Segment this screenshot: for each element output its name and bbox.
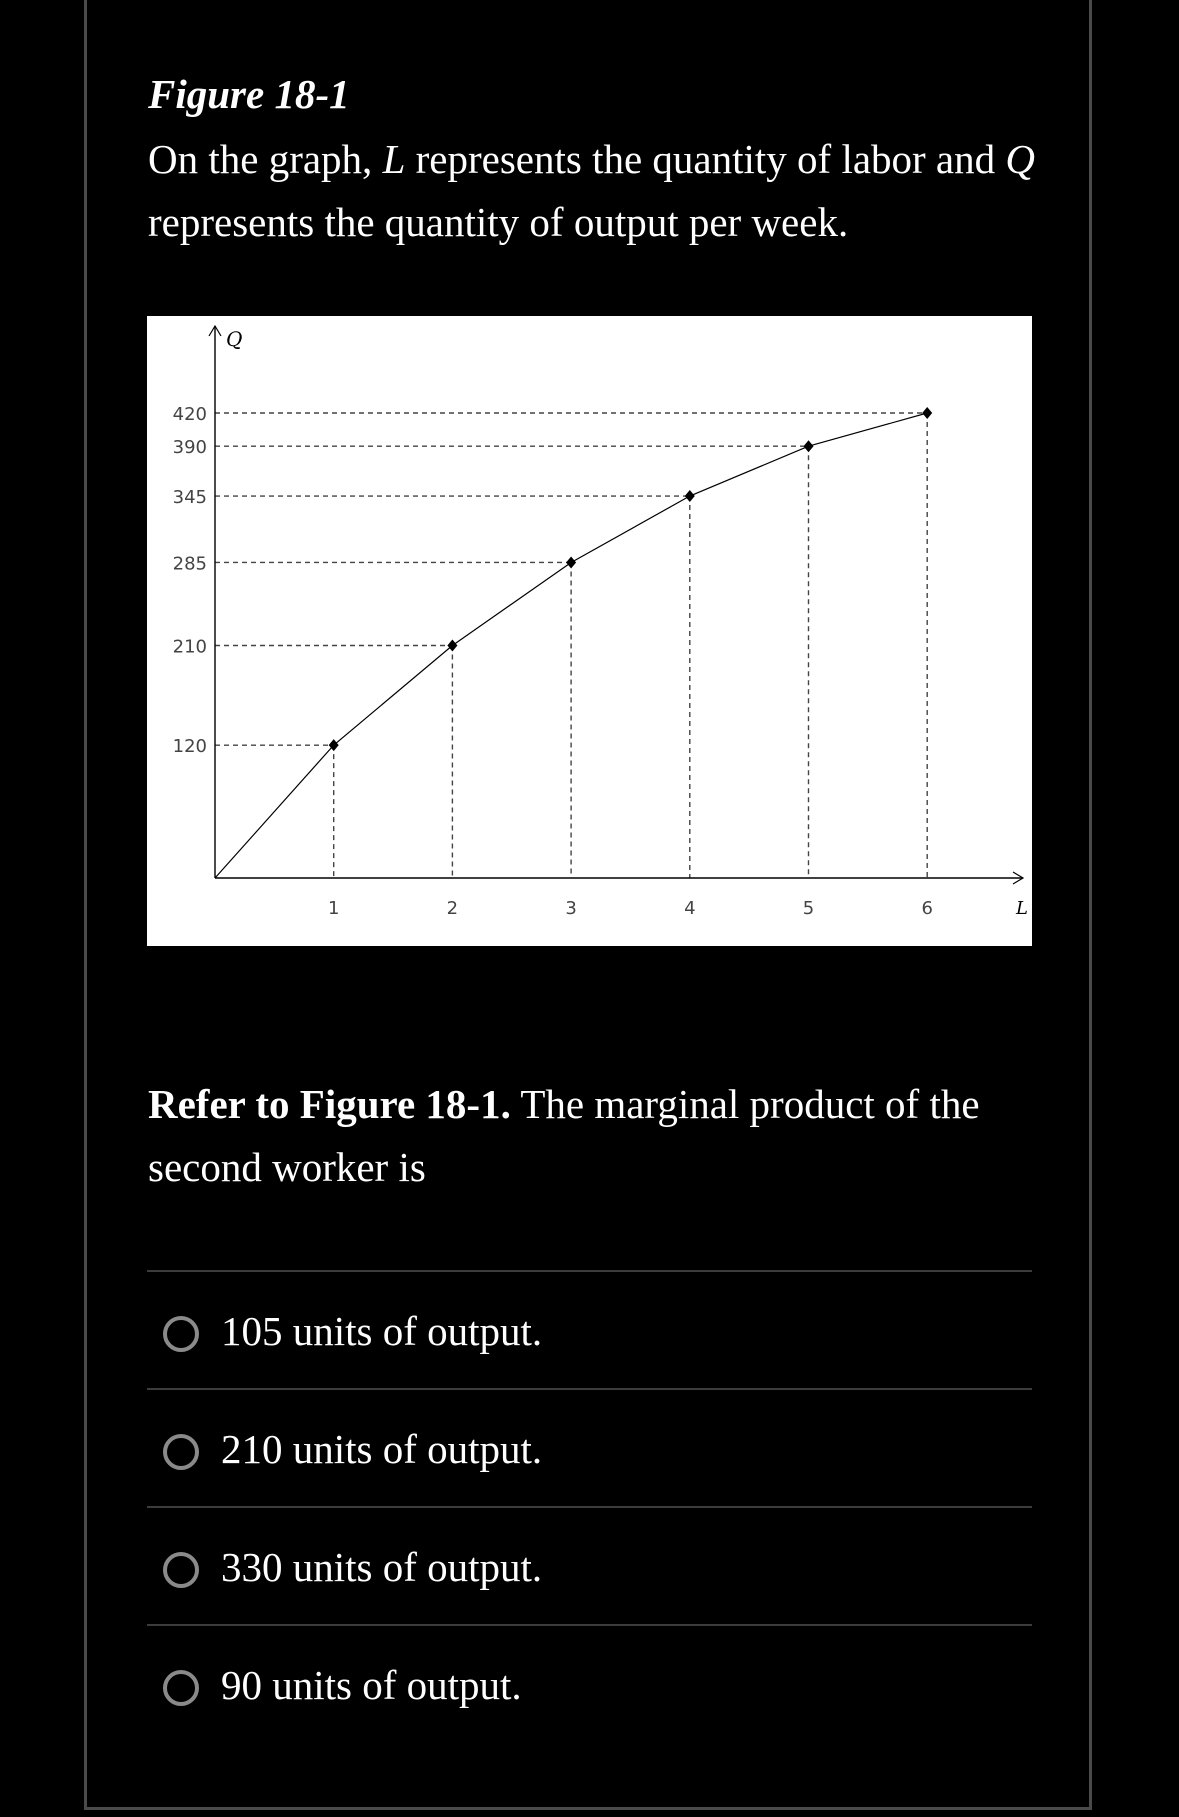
radio-button-icon[interactable] xyxy=(163,1670,199,1706)
y-tick-label: 120 xyxy=(172,736,207,758)
production-function-chart xyxy=(147,316,1032,946)
y-tick-label: 390 xyxy=(172,437,207,459)
x-tick-label: 4 xyxy=(684,898,696,919)
intro-symbol-L: L xyxy=(382,136,406,182)
data-point-marker xyxy=(566,556,576,568)
data-point-marker xyxy=(447,640,457,652)
intro-text-2: represents the quantity of labor and xyxy=(405,136,1006,182)
chart-svg xyxy=(147,316,1032,946)
answer-option-label: 90 units of output. xyxy=(221,1662,522,1708)
figure-title: Figure 18-1 xyxy=(148,71,350,117)
question-text xyxy=(148,1073,1048,1199)
question-reference: Refer to Figure 18-1. xyxy=(148,1081,511,1127)
answer-option-label: 330 units of output. xyxy=(221,1544,543,1590)
answer-option-3[interactable] xyxy=(147,1506,1032,1624)
y-tick-label: 210 xyxy=(172,636,207,658)
answer-option-2[interactable] xyxy=(147,1388,1032,1506)
question-body: The marginal product of the second worker is xyxy=(148,1081,980,1190)
data-point-marker xyxy=(922,407,932,419)
x-tick-label: 3 xyxy=(565,898,577,919)
answer-option-4[interactable] xyxy=(147,1624,1032,1742)
y-tick-label: 420 xyxy=(172,404,207,425)
data-point-marker xyxy=(685,490,695,502)
y-axis-title: Q xyxy=(226,327,243,351)
answer-option-label: 210 units of output. xyxy=(221,1426,543,1472)
data-point-marker xyxy=(804,440,814,452)
x-tick-label: 2 xyxy=(446,898,459,919)
answer-option-1[interactable] xyxy=(147,1270,1032,1388)
x-tick-label: 6 xyxy=(921,898,933,919)
intro-text-1: On the graph, xyxy=(148,136,383,182)
radio-button-icon[interactable] xyxy=(163,1434,199,1470)
answer-option-label: 105 units of output. xyxy=(221,1308,543,1354)
radio-button-icon[interactable] xyxy=(163,1552,199,1588)
x-tick-label: 5 xyxy=(802,898,815,919)
x-tick-label: 1 xyxy=(327,898,340,919)
answer-options xyxy=(147,1270,1032,1742)
figure-description xyxy=(148,128,1048,254)
x-axis-title: L xyxy=(1016,898,1028,919)
intro-symbol-Q: Q xyxy=(1005,136,1035,182)
radio-button-icon[interactable] xyxy=(163,1316,199,1352)
y-tick-label: 285 xyxy=(172,553,207,575)
y-tick-label: 345 xyxy=(172,487,207,509)
intro-text-3: represents the quantity of output per week. xyxy=(148,199,849,245)
